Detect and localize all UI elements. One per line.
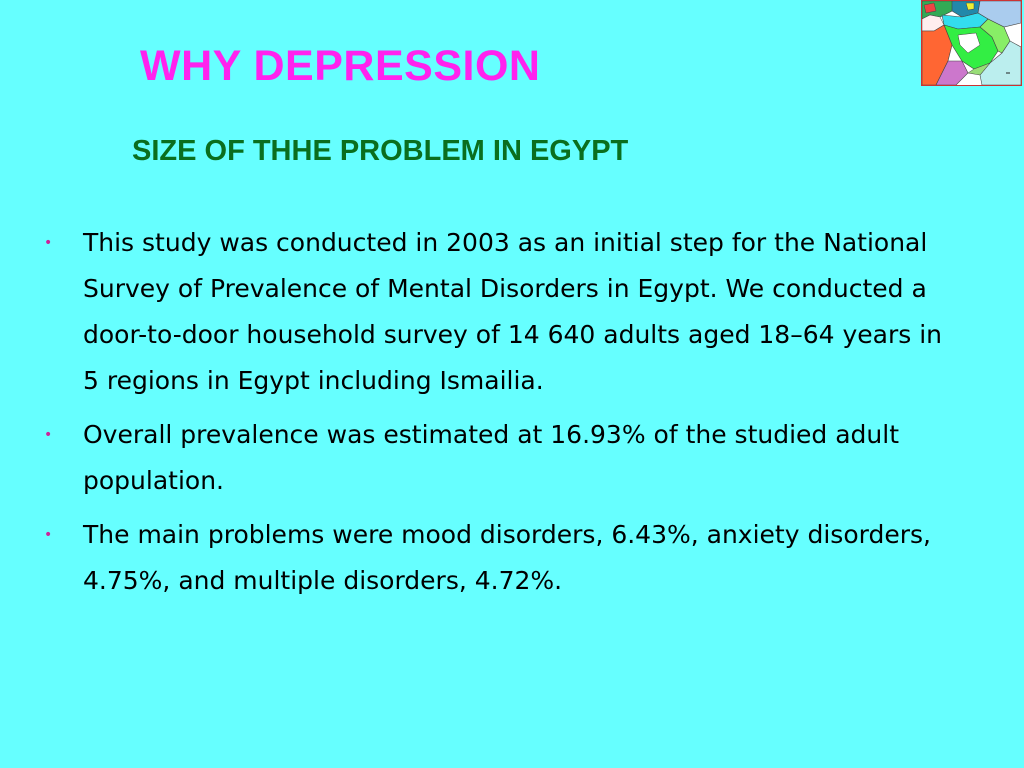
slide-subtitle: SIZE OF THHE PROBLEM IN EGYPT (132, 135, 629, 167)
bullet-marker: • (44, 235, 53, 251)
bullet-list (40, 220, 960, 612)
bullet-text: This study was conducted in 2003 as an initial step for the National Survey of Prevalence of Mental Disorders in Egypt. We conducted a door-to-door household survey of 14 640 adults aged 18–64 years in 5 regions in Egypt including Ismailia. (83, 228, 942, 395)
list-item (40, 220, 960, 404)
slide-title: WHY DEPRESSION (140, 42, 541, 90)
list-item (40, 412, 960, 504)
bullet-text: The main problems were mood disorders, 6.43%, anxiety disorders, 4.75%, and multiple disorders, 4.72%. (83, 520, 931, 595)
middle-east-map-icon (921, 0, 1022, 86)
bullet-marker: • (44, 527, 53, 543)
bullet-marker: • (44, 427, 53, 443)
bullet-text: Overall prevalence was estimated at 16.93% of the studied adult population. (83, 420, 900, 495)
list-item (40, 512, 960, 604)
